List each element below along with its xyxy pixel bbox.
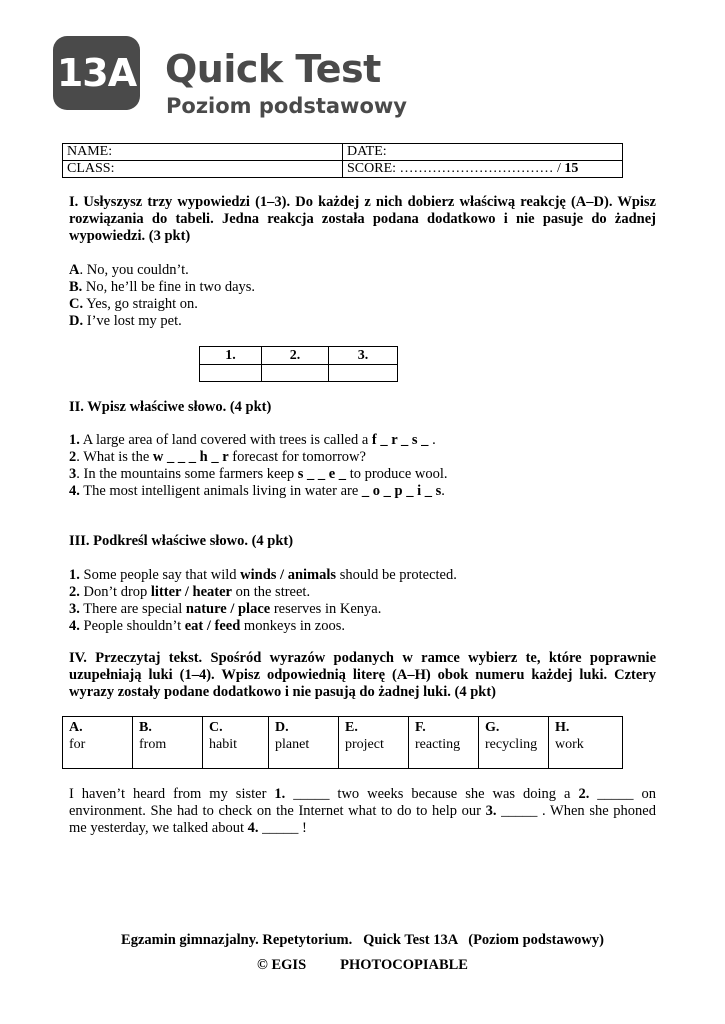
section-4-instruction: IV. Przeczytaj tekst. Spośród wyrazów podanych w ramce wybierz te, które poprawnie uzupełniają luki (1–4). Wpisz odpowiednią literę (A–H) obok numeru każdej luki. Cztery wyrazy zostały podane dodatkowo i nie pasują do żadnej luki. (4 pkt)	[69, 650, 656, 700]
item-text-end: to produce wool.	[346, 466, 448, 482]
section-1-options	[69, 262, 656, 330]
item-choice[interactable]: litter / heater	[150, 584, 232, 600]
word-box-table	[62, 716, 623, 769]
score-field	[343, 161, 623, 178]
answer-cell-3[interactable]	[329, 365, 398, 382]
option-c	[69, 296, 656, 313]
word-letter: A.	[69, 720, 83, 735]
word-text: reacting	[415, 737, 461, 752]
item-text-end: forecast for tomorrow?	[228, 449, 366, 465]
choice-item-1	[69, 567, 656, 584]
class-field: CLASS:	[63, 161, 343, 178]
item-choice[interactable]: nature / place	[185, 601, 271, 617]
word-text: recycling	[485, 737, 538, 752]
item-number: 3.	[69, 601, 80, 617]
choice-item-4	[69, 618, 656, 635]
word-cell-f	[409, 717, 479, 769]
option-text: Yes, go straight on.	[83, 296, 198, 312]
word-letter: H.	[555, 720, 570, 735]
item-text: . In the mountains some farmers keep	[76, 466, 298, 482]
word-letter: G.	[485, 720, 500, 735]
word-text: planet	[275, 737, 310, 752]
section-3-instruction: III. Podkreśl właściwe słowo. (4 pkt)	[69, 533, 294, 549]
option-letter: A	[69, 262, 80, 278]
option-d	[69, 313, 656, 330]
option-a	[69, 262, 656, 279]
word-cell-c	[203, 717, 269, 769]
answer-header-1: 1.	[200, 347, 262, 365]
item-text-end: should be protected.	[336, 567, 457, 583]
word-cell-g	[479, 717, 549, 769]
word-text: for	[69, 737, 86, 752]
item-text: Don’t drop	[79, 584, 151, 600]
page-title: Quick Test	[165, 47, 381, 91]
score-separator: /	[553, 161, 565, 176]
item-text: . What is the	[76, 449, 153, 465]
passage-text: _____ !	[258, 820, 307, 836]
date-field: DATE:	[343, 144, 623, 161]
word-cell-e	[339, 717, 409, 769]
score-max: 15	[564, 161, 579, 176]
item-text: A large area of land covered with trees is called a	[79, 432, 372, 448]
item-text: Some people say that wild	[79, 567, 241, 583]
option-letter: C.	[69, 296, 84, 312]
item-text: People shouldn’t	[79, 618, 185, 634]
gap-item-3	[69, 466, 656, 483]
item-choice[interactable]: winds / animals	[240, 567, 337, 583]
section-3-items	[69, 567, 656, 635]
item-word: w _ _ _ h _ r	[152, 449, 229, 465]
answer-cell-2[interactable]	[262, 365, 329, 382]
section-1-instruction: I. Usłyszysz trzy wypowiedzi (1–3). Do każdej z nich dobierz właściwą reakcję (A–D). Wpisz rozwiązania do tabeli. Jedna reakcja została podana dodatkowo i nie pasuje do żadnej wypowiedzi. (3 pkt)	[69, 194, 656, 244]
choice-item-3	[69, 601, 656, 618]
choice-item-2	[69, 584, 656, 601]
footer-copyright: © EGIS	[257, 957, 307, 973]
word-cell-a	[63, 717, 133, 769]
gap-item-4	[69, 483, 656, 500]
item-choice[interactable]: eat / feed	[184, 618, 241, 634]
item-number: 1.	[69, 432, 80, 448]
item-text-end: reserves in Kenya.	[270, 601, 382, 617]
item-text-end: monkeys in zoos.	[240, 618, 346, 634]
word-cell-d	[269, 717, 339, 769]
answer-header-2: 2.	[262, 347, 329, 365]
passage-text: I haven’t heard from my sister	[69, 786, 275, 802]
gap-number-2: 2.	[578, 786, 590, 802]
section-1-answer-table	[199, 346, 398, 382]
score-label: SCORE: ……………………………	[347, 161, 554, 176]
word-letter: E.	[345, 720, 358, 735]
item-number: 4.	[69, 618, 80, 634]
word-letter: F.	[415, 720, 426, 735]
word-text: from	[139, 737, 167, 752]
gap-number-3: 3.	[485, 803, 497, 819]
section-2-instruction: II. Wpisz właściwe słowo. (4 pkt)	[69, 399, 272, 415]
item-word: _ o _ p _ i _ s	[361, 483, 442, 499]
gap-number-4: 4.	[247, 820, 259, 836]
item-text-end: .	[441, 483, 445, 499]
option-text: I’ve lost my pet.	[83, 313, 182, 329]
option-letter: B.	[69, 279, 83, 295]
item-text: The most intelligent animals living in water are	[79, 483, 362, 499]
item-number: 2	[69, 449, 77, 465]
word-text: project	[345, 737, 384, 752]
item-number: 4.	[69, 483, 80, 499]
item-number: 2.	[69, 584, 80, 600]
passage-text: _____ . When she phoned me yesterday, we talked about	[69, 803, 656, 836]
footer-title: Egzamin gimnazjalny. Repetytorium. Quick Test 13A (Poziom podstawowy)	[121, 932, 604, 948]
gap-item-2	[69, 449, 656, 466]
section-2-items	[69, 432, 656, 500]
option-text: . No, you couldn’t.	[79, 262, 189, 278]
option-letter: D.	[69, 313, 84, 329]
item-number: 1.	[69, 567, 80, 583]
word-cell-b	[133, 717, 203, 769]
item-text-end: .	[428, 432, 436, 448]
word-text: habit	[209, 737, 237, 752]
passage-text: _____ on environment. She had to check on the Internet what to do to help our	[69, 786, 656, 819]
test-logo-badge: 13A	[53, 36, 140, 110]
word-letter: B.	[139, 720, 152, 735]
option-b	[69, 279, 656, 296]
footer-photocopiable: PHOTOCOPIABLE	[340, 957, 468, 973]
word-letter: D.	[275, 720, 289, 735]
name-field: NAME:	[63, 144, 343, 161]
student-info-table	[62, 143, 623, 178]
item-text: There are special	[79, 601, 186, 617]
item-number: 3	[69, 466, 77, 482]
word-letter: C.	[209, 720, 223, 735]
gap-item-1	[69, 432, 656, 449]
word-cell-h	[549, 717, 623, 769]
item-word: s _ _ e _	[297, 466, 347, 482]
word-text: work	[555, 737, 584, 752]
item-text-end: on the street.	[231, 584, 311, 600]
section-4-passage	[69, 786, 656, 837]
passage-text: _____ two weeks because she was doing a	[285, 786, 579, 802]
answer-cell-1[interactable]	[200, 365, 262, 382]
page-subtitle: Poziom podstawowy	[166, 94, 407, 118]
item-word: f _ r _ s _	[371, 432, 429, 448]
gap-number-1: 1.	[274, 786, 286, 802]
answer-header-3: 3.	[329, 347, 398, 365]
footer-copyright-line	[0, 957, 725, 974]
option-text: No, he’ll be fine in two days.	[82, 279, 256, 295]
